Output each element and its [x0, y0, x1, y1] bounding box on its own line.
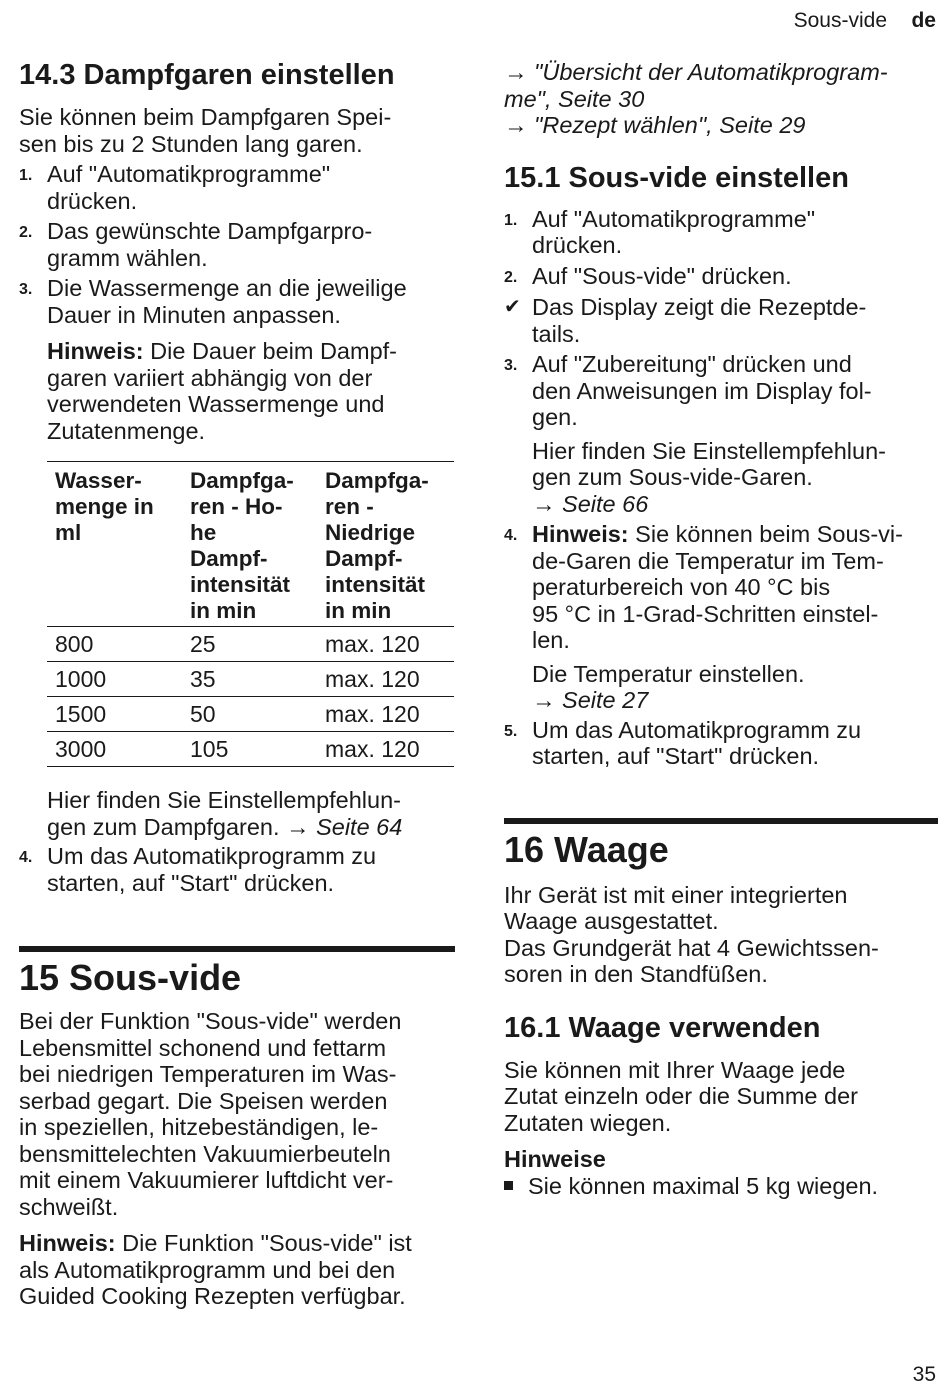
hints-heading: Hinweise [504, 1146, 606, 1172]
list-item: Sie können maximal 5 kg wiegen. [504, 1173, 938, 1200]
temperature-instruction: Die Temperatur einstellen. → Seite 27 [532, 660, 805, 713]
section-14-3-intro: Sie können beim Dampfgaren Spei- sen bis zu 2 Stunden lang garen. [19, 104, 392, 157]
table-cell: 800 [47, 627, 182, 662]
section-16-body: Ihr Gerät ist mit einer integrierten Waage ausgestattet. Das Grundgerät hat 4 Gewichtssen- soren in den Standfüßen. [504, 881, 879, 987]
table-cell: 3000 [47, 732, 182, 767]
section-15-heading: 15 Sous-vide [19, 957, 242, 998]
list-item: 4. Um das Automatikprogramm zu starten, auf "Start" drücken. [19, 843, 377, 896]
list-item: 4. Hinweis: Sie können beim Sous-vi- de-Garen die Temperatur im Tem- peraturbereich von 40 °C bis 95 °C in 1-Grad-Schritten einstel- len. [504, 521, 903, 653]
table-header: Dampfga- ren - Ho- he Dampf- intensität in min [182, 462, 317, 627]
sous-vide-recommendation: Hier finden Sie Einstellempfehlun- gen zum Sous-vide-Garen. → Seite 66 [532, 437, 886, 517]
list-item: 1. Auf "Automatikprogramme" drücken. [19, 161, 331, 214]
section-16-heading: 16 Waage [504, 828, 669, 870]
section-16-1-heading: 16.1 Waage verwenden [504, 1011, 821, 1044]
table-row [47, 662, 454, 697]
arrow-right-icon: → [286, 813, 310, 840]
list-item: ✔ Das Display zeigt die Rezeptde- tails. [504, 294, 867, 347]
table-cell: 1000 [47, 662, 182, 697]
header-language: de [911, 9, 936, 32]
section-14-3-steps [19, 161, 455, 328]
table-cell: 1500 [47, 697, 182, 732]
table-cell: max. 120 [317, 627, 454, 662]
page-number: 35 [912, 1363, 936, 1386]
section-14-3-heading: 14.3 Dampfgaren einstellen [19, 59, 395, 91]
checkmark-icon: ✔ [504, 296, 521, 318]
arrow-right-icon: → [504, 112, 528, 138]
table-row [47, 627, 454, 662]
list-item: 3. Auf "Zubereitung" drücken und den Anweisungen im Display fol- gen. [504, 351, 872, 430]
cross-reference-list [504, 59, 938, 139]
note-steam-duration: Hinweis: Die Dauer beim Dampf- garen variiert abhängig von der verwendeten Wassermenge und Zutatenmenge. [47, 338, 397, 444]
table-cell: max. 120 [317, 662, 454, 697]
table-cell: max. 120 [317, 732, 454, 767]
list-item: 1. Auf "Automatikprogramme" drücken. [504, 205, 816, 258]
list-item: 2. Das gewünschte Dampfgarpro- gramm wählen. [19, 218, 373, 271]
table-cell: 25 [182, 627, 317, 662]
section-15-1-heading: 15.1 Sous-vide einstellen [504, 161, 849, 194]
list-item: 2. Auf "Sous-vide" drücken. [504, 262, 792, 289]
section-16-1-body: Sie können mit Ihrer Waage jede Zutat einzeln oder die Summe der Zutaten wiegen. [504, 1056, 858, 1136]
section-15-1-step-5 [504, 717, 938, 770]
table-cell: 35 [182, 662, 317, 697]
left-column [19, 0, 455, 1310]
page-reference-link[interactable]: Seite 27 [555, 687, 649, 713]
table-header: Dampfga- ren - Niedrige Dampf- intensität in min [317, 462, 454, 627]
table-header: Wasser- menge in ml [47, 462, 182, 627]
page-reference-link[interactable]: Seite 64 [309, 813, 403, 840]
page-reference-link[interactable]: me", Seite 30 [504, 85, 645, 112]
arrow-right-icon: → [532, 687, 556, 713]
header-section-title: Sous-vide [793, 9, 887, 32]
page-reference-link[interactable]: "Rezept wählen", Seite 29 [527, 112, 806, 138]
steam-table [47, 461, 454, 767]
table-cell: 105 [182, 732, 317, 767]
table-row [47, 697, 454, 732]
list-item: 5. Um das Automatikprogramm zu starten, auf "Start" drücken. [504, 716, 862, 769]
section-divider [19, 946, 455, 952]
table-cell: 50 [182, 697, 317, 732]
table-row [47, 732, 454, 767]
right-column [504, 0, 938, 1199]
section-14-3-step-4 [19, 843, 455, 896]
section-divider [504, 818, 938, 824]
steam-recommendation: Hier finden Sie Einstellempfehlun- gen zum Dampfgaren. → Seite 64 [47, 787, 403, 840]
arrow-right-icon: → [504, 59, 528, 85]
list-item: 3. Die Wassermenge an die jeweilige Dauer in Minuten anpassen. [19, 275, 407, 328]
table-cell: max. 120 [317, 697, 454, 732]
section-15-1-steps-continued [504, 521, 938, 654]
note-sous-vide-availability: Hinweis: Die Funktion "Sous-vide" ist als Automatikprogramm und bei den Guided Cooking Rezepten verfügbar. [19, 1230, 412, 1309]
section-15-1-steps [504, 206, 938, 431]
section-15-body: Bei der Funktion "Sous-vide" werden Lebensmittel schonend und fettarm bei niedrigen Temperaturen im Was- serbad gegart. Die Speisen werden in speziellen, hitzebeständigen, le- bensmittelechten Vakuumierbeuteln mit einem Vakuumierer luftdicht ver- schweißt. [19, 1008, 402, 1220]
arrow-right-icon: → [532, 490, 556, 517]
square-bullet-icon [504, 1181, 513, 1190]
page-reference-link[interactable]: "Übersicht der Automatikprogram- [527, 59, 888, 85]
page-reference-link[interactable]: Seite 66 [555, 490, 649, 517]
